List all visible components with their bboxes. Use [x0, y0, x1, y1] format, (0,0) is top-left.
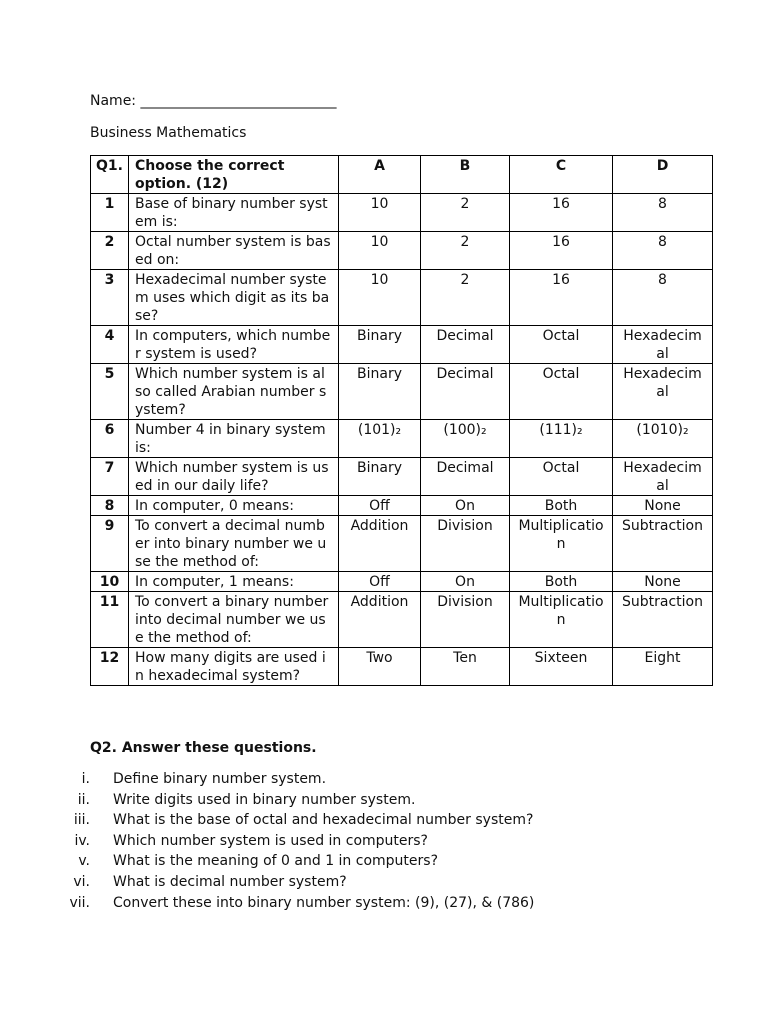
question-text: In computer, 1 means: — [129, 572, 339, 592]
list-item — [0, 872, 534, 893]
option-d: (1010)₂ — [613, 420, 713, 458]
option-b: Decimal — [421, 364, 510, 420]
option-c: Sixteen — [510, 648, 613, 686]
question-text: Octal number system is based on: — [129, 232, 339, 270]
question-text: Convert these into binary number system: (9), (27), & (786) — [113, 894, 535, 911]
option-c: 16 — [510, 270, 613, 326]
question-text: Base of binary number system is: — [129, 194, 339, 232]
option-d: Hexadecimal — [613, 364, 713, 420]
table-header-row — [91, 156, 713, 194]
option-c: Both — [510, 572, 613, 592]
question-text: To convert a binary number into decimal number we use the method of: — [129, 592, 339, 648]
option-d: Hexadecimal — [613, 458, 713, 496]
option-d: Hexadecimal — [613, 326, 713, 364]
table-row — [91, 496, 713, 516]
option-c: Octal — [510, 458, 613, 496]
question-text: Which number system is used in computers? — [113, 832, 428, 849]
option-b: Division — [421, 592, 510, 648]
question-number: 6 — [91, 420, 129, 458]
option-c: Multiplication — [510, 592, 613, 648]
option-b: Division — [421, 516, 510, 572]
header-option-d: D — [613, 156, 713, 194]
option-b: Decimal — [421, 458, 510, 496]
option-b: 2 — [421, 270, 510, 326]
table-row — [91, 232, 713, 270]
option-d: None — [613, 572, 713, 592]
question-text: Define binary number system. — [113, 771, 327, 787]
option-a: Off — [339, 496, 421, 516]
question-text: What is the base of octal and hexadecimal number system? — [113, 812, 534, 829]
question-text: Write digits used in binary number system. — [113, 791, 416, 808]
option-a: Two — [339, 648, 421, 686]
list-marker: vi. — [73, 873, 90, 890]
question-text: What is decimal number system? — [113, 873, 347, 890]
option-b: On — [421, 572, 510, 592]
table-row — [91, 648, 713, 686]
option-c: 16 — [510, 194, 613, 232]
mcq-table — [90, 155, 713, 686]
question-number: 1 — [91, 194, 129, 232]
table-row — [91, 572, 713, 592]
question-text: How many digits are used in hexadecimal system? — [129, 648, 339, 686]
question-text: To convert a decimal number into binary number we use the method of: — [129, 516, 339, 572]
header-question-number: Q1. — [91, 156, 129, 194]
option-a: Addition — [339, 516, 421, 572]
list-marker: iv. — [74, 832, 90, 849]
table-row — [91, 592, 713, 648]
table-row — [91, 420, 713, 458]
table-row — [91, 194, 713, 232]
option-a: (101)₂ — [339, 420, 421, 458]
question-text: In computer, 0 means: — [129, 496, 339, 516]
option-b: 2 — [421, 232, 510, 270]
question-number: 2 — [91, 232, 129, 270]
question-number: 4 — [91, 326, 129, 364]
option-d: 8 — [613, 194, 713, 232]
list-item — [0, 893, 534, 914]
subject-title: Business Mathematics — [90, 125, 247, 141]
question-number: 12 — [91, 648, 129, 686]
table-row — [91, 364, 713, 420]
name-field-line: Name: ____________________________ — [90, 93, 337, 109]
question-text: In computers, which number system is used? — [129, 326, 339, 364]
option-b: Ten — [421, 648, 510, 686]
table-row — [91, 458, 713, 496]
option-c: Multiplication — [510, 516, 613, 572]
option-c: Octal — [510, 326, 613, 364]
question-number: 5 — [91, 364, 129, 420]
question-number: 7 — [91, 458, 129, 496]
option-c: (111)₂ — [510, 420, 613, 458]
option-d: Eight — [613, 648, 713, 686]
list-item — [0, 790, 534, 811]
option-a: Off — [339, 572, 421, 592]
header-option-c: C — [510, 156, 613, 194]
list-marker: v. — [78, 853, 90, 870]
option-a: Binary — [339, 364, 421, 420]
question-text: Hexadecimal number system uses which digit as its base? — [129, 270, 339, 326]
list-marker: ii. — [77, 791, 90, 808]
header-instruction: Choose the correct option. (12) — [129, 156, 339, 194]
list-marker: i. — [81, 771, 90, 787]
list-item — [0, 810, 534, 831]
list-item — [0, 769, 534, 790]
question-number: 10 — [91, 572, 129, 592]
table-row — [91, 516, 713, 572]
option-a: Binary — [339, 326, 421, 364]
option-d: Subtraction — [613, 516, 713, 572]
question-number: 11 — [91, 592, 129, 648]
option-a: 10 — [339, 270, 421, 326]
option-b: Decimal — [421, 326, 510, 364]
list-item — [0, 831, 534, 852]
question-text: Which number system is used in our daily life? — [129, 458, 339, 496]
option-c: Both — [510, 496, 613, 516]
list-marker: iii. — [73, 812, 90, 829]
question-number: 3 — [91, 270, 129, 326]
option-c: Octal — [510, 364, 613, 420]
question-text: Number 4 in binary system is: — [129, 420, 339, 458]
option-d: 8 — [613, 270, 713, 326]
list-item — [0, 851, 534, 872]
option-a: Addition — [339, 592, 421, 648]
option-d: None — [613, 496, 713, 516]
option-d: Subtraction — [613, 592, 713, 648]
option-b: 2 — [421, 194, 510, 232]
option-d: 8 — [613, 232, 713, 270]
header-option-a: A — [339, 156, 421, 194]
question-number: 8 — [91, 496, 129, 516]
list-marker: vii. — [69, 894, 90, 911]
option-a: 10 — [339, 232, 421, 270]
option-c: 16 — [510, 232, 613, 270]
question-number: 9 — [91, 516, 129, 572]
table-row — [91, 326, 713, 364]
header-option-b: B — [421, 156, 510, 194]
option-b: (100)₂ — [421, 420, 510, 458]
q2-question-list — [0, 769, 534, 913]
option-a: Binary — [339, 458, 421, 496]
option-a: 10 — [339, 194, 421, 232]
q2-heading: Q2. Answer these questions. — [90, 740, 317, 756]
table-row — [91, 270, 713, 326]
option-b: On — [421, 496, 510, 516]
question-text: Which number system is also called Arabian number system? — [129, 364, 339, 420]
question-text: What is the meaning of 0 and 1 in computers? — [113, 853, 439, 870]
